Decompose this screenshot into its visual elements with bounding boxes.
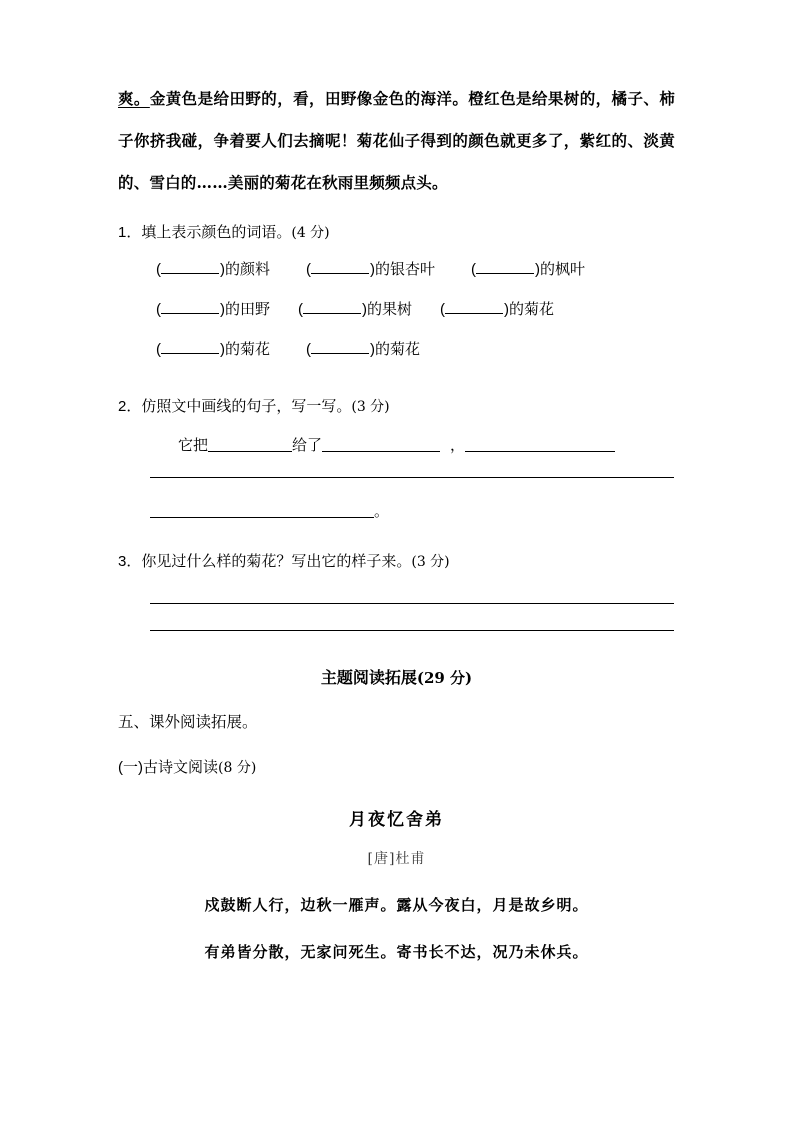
question-1-score: (4 分) xyxy=(291,225,330,241)
question-3-number: 3． xyxy=(118,553,142,570)
question-1-blank-grid xyxy=(118,258,675,378)
paren-open: ( xyxy=(298,301,303,318)
answer-blank[interactable] xyxy=(476,258,534,274)
blank-label: )的果树 xyxy=(362,301,412,318)
blank-cell[interactable] xyxy=(440,298,554,319)
big-item-five: 五、课外阅读拓展。 xyxy=(118,714,258,731)
blank-cell[interactable] xyxy=(471,258,585,279)
blank-label: )的菊花 xyxy=(370,341,420,358)
blank-cell[interactable] xyxy=(298,298,412,319)
answer-blank[interactable] xyxy=(465,436,615,452)
sentence-end: 。 xyxy=(374,503,390,520)
passage-lead-underlined: 爽。 xyxy=(118,89,150,108)
section-score: (29 分) xyxy=(416,669,473,687)
sub-item-one xyxy=(118,756,675,777)
answer-blank[interactable] xyxy=(208,436,292,452)
paren-open: ( xyxy=(440,301,445,318)
sub-item-label: (一)古诗文阅读 xyxy=(118,759,218,776)
section-title-text: 主题阅读拓展 xyxy=(320,670,417,687)
question-2-sentence xyxy=(118,434,675,455)
poem-line: 有弟皆分散，无家问死生。寄书长不达，况乃未休兵。 xyxy=(204,943,589,961)
paren-open: ( xyxy=(471,261,476,278)
blank-label: )的菊花 xyxy=(220,341,270,358)
question-3-prompt xyxy=(118,547,675,577)
poem-author: [唐]杜甫 xyxy=(367,851,426,867)
answer-line[interactable] xyxy=(150,630,674,631)
question-2-final-line xyxy=(150,500,675,521)
question-3-score: (3 分) xyxy=(411,554,450,570)
paren-open: ( xyxy=(156,341,161,358)
answer-blank[interactable] xyxy=(445,298,503,314)
question-2-number: 2． xyxy=(118,398,142,415)
answer-blank[interactable] xyxy=(303,298,361,314)
question-2-score: (3 分) xyxy=(351,399,390,415)
paren-open: ( xyxy=(156,301,161,318)
blank-cell[interactable] xyxy=(156,258,270,279)
blank-cell[interactable] xyxy=(306,258,435,279)
answer-blank[interactable] xyxy=(322,436,440,452)
answer-blank[interactable] xyxy=(311,338,369,354)
blank-row xyxy=(118,338,675,378)
answer-line[interactable] xyxy=(150,477,674,478)
question-2-text: 仿照文中画线的句子，写一写。 xyxy=(141,398,352,415)
blank-cell[interactable] xyxy=(156,298,270,319)
sentence-comma: ， xyxy=(450,437,466,454)
blank-label: )的银杏叶 xyxy=(370,261,435,278)
sentence-mid: 给了 xyxy=(292,437,323,454)
blank-row xyxy=(118,298,675,338)
question-2-prompt xyxy=(118,392,675,422)
section-heading xyxy=(118,665,675,688)
question-1-prompt xyxy=(118,218,675,248)
passage-body: 金黄色是给田野的，看，田野像金色的海洋。橙红色是给果树的，橘子、柿子你挤我碰，争着要人们去摘呢！菊花仙子得到的颜色就更多了，紫红的、淡黄的、雪白的……美丽的菊花在秋雨里频频点头。 xyxy=(118,89,675,192)
sentence-start: 它把 xyxy=(178,437,209,454)
reading-passage xyxy=(118,78,675,204)
answer-blank[interactable] xyxy=(150,502,374,518)
answer-blank[interactable] xyxy=(161,298,219,314)
paren-open: ( xyxy=(306,341,311,358)
answer-blank[interactable] xyxy=(311,258,369,274)
answer-blank[interactable] xyxy=(161,258,219,274)
blank-cell[interactable] xyxy=(156,338,270,359)
sub-item-score: (8 分) xyxy=(218,760,257,776)
poem-title: 月夜忆舍弟 xyxy=(349,810,444,830)
answer-line[interactable] xyxy=(150,603,674,604)
question-1-number: 1． xyxy=(118,224,142,241)
blank-label: )的颜料 xyxy=(220,261,270,278)
blank-cell[interactable] xyxy=(306,338,420,359)
blank-row xyxy=(118,258,675,298)
question-3-text: 你见过什么样的菊花？写出它的样子来。 xyxy=(141,553,412,570)
question-1-text: 填上表示颜色的词语。 xyxy=(141,224,292,241)
poem-line: 戍鼓断人行，边秋一雁声。露从今夜白，月是故乡明。 xyxy=(204,896,589,914)
blank-label: )的枫叶 xyxy=(535,261,585,278)
answer-blank[interactable] xyxy=(161,338,219,354)
paren-open: ( xyxy=(156,261,161,278)
blank-label: )的菊花 xyxy=(504,301,554,318)
paren-open: ( xyxy=(306,261,311,278)
blank-label: )的田野 xyxy=(220,301,270,318)
